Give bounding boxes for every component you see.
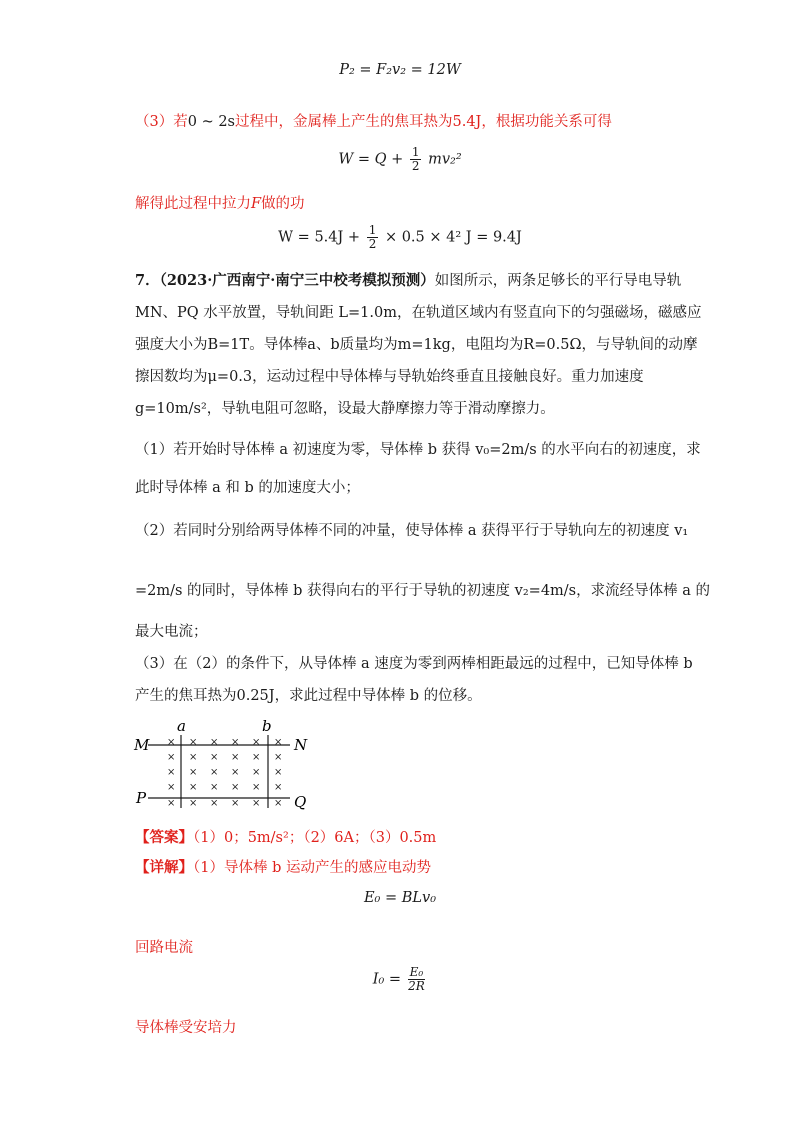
field-cross: ×	[167, 798, 176, 809]
eq-i0-fraction	[408, 966, 426, 993]
solve-f: F	[251, 196, 262, 212]
q7-part1-line-1: （1）若开始时导体棒 a 初速度为零，导体棒 b 获得 v₀=2m/s 的水平向右的初速度，求	[135, 442, 701, 458]
label-b: b	[262, 717, 272, 735]
q7-part3-line-1: （3）在（2）的条件下，从导体棒 a 速度为零到两棒相距最远的过程中，已知导体棒 b	[135, 656, 693, 672]
q7-line-3: 强度大小为B=1T。导体棒a、b质量均为m=1kg，电阻均为R=0.5Ω，与导轨间的动摩	[135, 337, 698, 353]
solve-tail: 做的功	[261, 196, 305, 212]
field-cross: ×	[210, 767, 219, 778]
equation-p2: P₂ = F₂v₂ = 12W	[339, 62, 461, 78]
field-cross: ×	[274, 782, 283, 793]
label-p: P	[136, 789, 147, 807]
eq-i0-num: E₀	[409, 965, 424, 979]
field-cross: ×	[274, 737, 283, 748]
field-cross: ×	[210, 752, 219, 763]
field-cross: ×	[274, 767, 283, 778]
field-cross: ×	[210, 737, 219, 748]
part3-time: 0 ~ 2s	[187, 114, 235, 130]
solve-line	[135, 194, 305, 214]
field-cross: ×	[231, 737, 240, 748]
eq-i0-left: I₀ =	[372, 971, 402, 988]
field-cross: ×	[274, 798, 283, 809]
field-cross: ×	[189, 767, 198, 778]
eq-w2-left: W = 5.4J +	[278, 229, 361, 246]
field-cross: ×	[231, 767, 240, 778]
eq-i0-den: 2R	[408, 979, 425, 993]
field-cross: ×	[231, 782, 240, 793]
field-cross: ×	[252, 752, 261, 763]
field-cross: ×	[252, 737, 261, 748]
field-cross: ×	[167, 767, 176, 778]
field-cross: ×	[189, 782, 198, 793]
field-cross: ×	[252, 782, 261, 793]
field-cross: ×	[167, 782, 176, 793]
label-q: Q	[294, 793, 307, 811]
field-cross: ×	[252, 767, 261, 778]
field-cross: ×	[274, 752, 283, 763]
eq-w2-fraction	[367, 224, 379, 251]
detail-line	[135, 858, 431, 878]
field-cross: ×	[167, 737, 176, 748]
q7-line-2: MN、PQ 水平放置，导轨间距 L=1.0m，在轨道区域内有竖直向下的匀强磁场，磁感应	[135, 305, 702, 321]
q7-line-5: g=10m/s²，导轨电阻可忽略，设最大静摩擦力等于滑动摩擦力。	[135, 401, 555, 417]
q7-part2-line-3: 最大电流；	[135, 624, 208, 640]
eq-w-num: 1	[411, 145, 420, 159]
part3-prefix: （3）若	[135, 114, 188, 130]
q7-number: 7．	[135, 272, 160, 289]
field-cross: ×	[189, 737, 198, 748]
answer-tag: 【答案】	[135, 829, 193, 846]
part3-line	[135, 112, 612, 132]
eq-w2-num: 1	[368, 223, 377, 237]
loop-current-label: 回路电流	[135, 940, 193, 956]
q7-source: （2023·广西南宁·南宁三中校考模拟预测）	[159, 272, 435, 289]
ampere-force-label: 导体棒受安培力	[135, 1020, 237, 1036]
q7-line-1	[135, 271, 681, 291]
field-cross: ×	[189, 752, 198, 763]
q7-part1-line-2: 此时导体棒 a 和 b 的加速度大小；	[135, 480, 360, 496]
q7-line-4: 擦因数均为μ=0.3，运动过程中导体棒与导轨始终垂直且接触良好。重力加速度	[135, 369, 644, 385]
equation-w-value	[0, 224, 800, 251]
field-cross: ×	[252, 798, 261, 809]
field-cross: ×	[167, 752, 176, 763]
eq-w-right: mv₂²	[428, 151, 462, 168]
detail-tag: 【详解】	[135, 859, 193, 876]
label-n: N	[294, 736, 308, 754]
field-cross: ×	[210, 782, 219, 793]
field-cross: ×	[210, 798, 219, 809]
answer-line	[135, 828, 436, 848]
part3-suffix: 过程中，金属棒上产生的焦耳热为5.4J，根据功能关系可得	[235, 114, 612, 130]
answer-text: （1）0；5m/s²；（2）6A；（3）0.5m	[193, 830, 437, 846]
eq-w2-den: 2	[368, 237, 377, 251]
q7-part2-line-1: （2）若同时分别给两导体棒不同的冲量，使导体棒 a 获得平行于导轨向左的初速度 v₁	[135, 523, 689, 539]
eq-w-den: 2	[411, 159, 420, 173]
rails-magnetic-field-figure	[130, 715, 320, 815]
field-cross: ×	[231, 798, 240, 809]
field-cross: ×	[189, 798, 198, 809]
eq-w-left: W = Q +	[338, 151, 404, 168]
label-a: a	[177, 717, 186, 735]
eq-w2-right: × 0.5 × 4² J = 9.4J	[384, 229, 522, 246]
q7-part3-line-2: 产生的焦耳热为0.25J，求此过程中导体棒 b 的位移。	[135, 688, 482, 704]
label-m: M	[134, 736, 150, 754]
detail-text: （1）导体棒 b 运动产生的感应电动势	[193, 860, 431, 876]
solve-text: 解得此过程中拉力	[135, 196, 251, 212]
q7-text-1: 如图所示，两条足够长的平行导电导轨	[434, 273, 682, 289]
equation-i0	[0, 966, 800, 993]
eq-w-fraction	[410, 146, 422, 173]
q7-part2-line-2: =2m/s 的同时，导体棒 b 获得向右的平行于导轨的初速度 v₂=4m/s，求流经导体棒 a 的	[135, 583, 710, 599]
field-cross: ×	[231, 752, 240, 763]
equation-e0: E₀ = BLv₀	[363, 890, 437, 906]
equation-w-energy	[0, 146, 800, 173]
